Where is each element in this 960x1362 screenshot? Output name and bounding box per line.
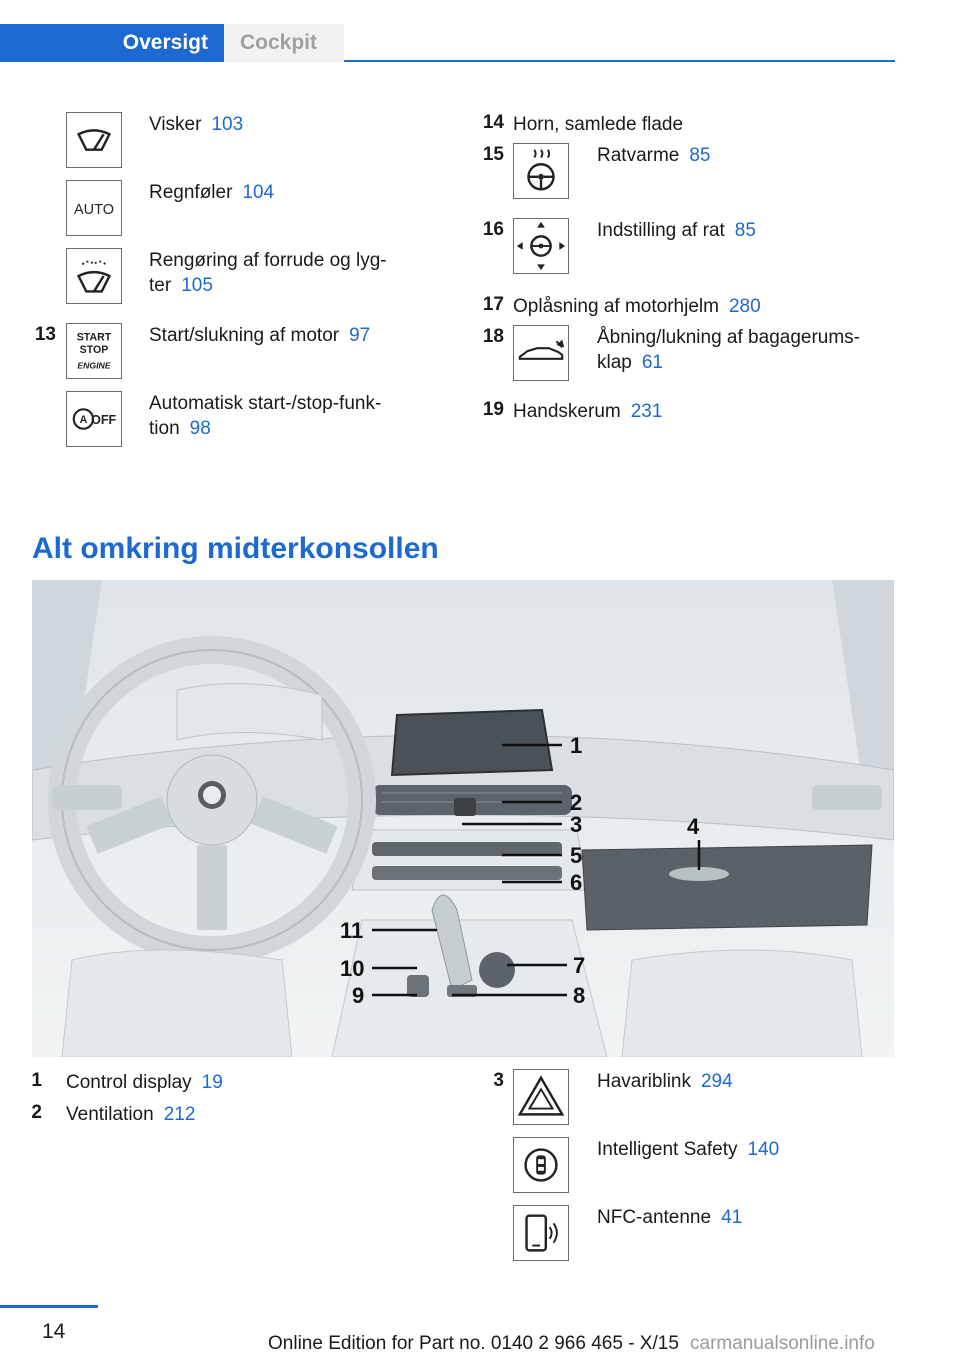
item-label-line1: Automatisk start-/stop-funk-	[149, 393, 382, 414]
list-item	[149, 391, 381, 441]
tab-oversigt[interactable]: Oversigt	[0, 24, 224, 62]
page-link[interactable]: 280	[728, 296, 761, 317]
callout-1: 1	[570, 733, 583, 758]
list-item	[597, 1205, 742, 1230]
page-link[interactable]: 85	[734, 220, 756, 241]
cockpit-illustration	[32, 580, 894, 1057]
item-number: 19	[482, 399, 504, 420]
page-link[interactable]: 140	[747, 1139, 780, 1160]
tailgate-icon	[513, 325, 569, 381]
list-item	[149, 180, 274, 205]
intelligent-safety-icon	[513, 1137, 569, 1193]
page-link[interactable]: 41	[721, 1207, 743, 1228]
item-number: 18	[482, 326, 504, 347]
item-label: Havariblink	[597, 1071, 691, 1092]
section-title: Alt omkring midterkonsollen	[32, 532, 439, 565]
item-number: 17	[482, 294, 504, 315]
item-number: 1	[31, 1070, 42, 1091]
item-label: Indstilling af rat	[597, 220, 725, 241]
svg-text:OFF: OFF	[91, 412, 117, 427]
item-number: 2	[31, 1102, 42, 1123]
list-item	[149, 112, 243, 137]
callout-6: 6	[570, 870, 583, 895]
page-link[interactable]: 294	[700, 1071, 733, 1092]
auto-start-stop-off-icon	[66, 391, 122, 447]
page-link[interactable]: 98	[189, 418, 211, 439]
list-item	[66, 1070, 223, 1095]
page-link[interactable]: 19	[201, 1072, 223, 1093]
wiper-icon	[66, 112, 122, 168]
page-number: 14	[42, 1320, 66, 1343]
list-item	[597, 325, 860, 375]
page-link[interactable]: 104	[242, 182, 275, 203]
item-label: Handskerum	[513, 401, 621, 422]
svg-text:A: A	[79, 413, 88, 426]
item-label: Ratvarme	[597, 145, 680, 166]
steering-heat-icon	[513, 143, 569, 199]
callout-11: 11	[340, 918, 364, 943]
item-label-line2: ter	[149, 275, 172, 296]
item-label: Horn, samlede flade	[513, 114, 684, 135]
page-link[interactable]: 231	[630, 401, 663, 422]
svg-text:ENGINE: ENGINE	[77, 360, 111, 371]
item-label: Control display	[66, 1072, 192, 1093]
item-number: 3	[493, 1070, 504, 1091]
washer-icon	[66, 248, 122, 304]
item-number: 14	[482, 112, 504, 133]
watermark: carmanualsonline.info	[690, 1333, 875, 1354]
steering-adjust-icon	[513, 218, 569, 274]
page-link[interactable]: 212	[163, 1104, 196, 1125]
list-item	[597, 1069, 733, 1094]
callout-3: 3	[570, 812, 583, 837]
svg-text:START: START	[76, 331, 112, 344]
page-link[interactable]: 85	[689, 145, 711, 166]
list-item	[597, 143, 711, 168]
list-item	[149, 323, 370, 348]
item-number: 15	[482, 144, 504, 165]
hazard-icon	[513, 1069, 569, 1125]
item-label: Visker	[149, 114, 202, 135]
item-label: Regnføler	[149, 182, 233, 203]
item-label: Ventilation	[66, 1104, 154, 1125]
callout-2: 2	[570, 790, 583, 815]
callout-5: 5	[570, 843, 583, 868]
item-label: NFC-antenne	[597, 1207, 712, 1228]
item-label-line2: klap	[597, 352, 632, 373]
list-item	[66, 1102, 195, 1127]
edition-text: Online Edition for Part no. 0140 2 966 465 - X/15	[268, 1333, 679, 1354]
item-label-line2: tion	[149, 418, 180, 439]
page-link[interactable]: 105	[181, 275, 213, 296]
nfc-icon	[513, 1205, 569, 1261]
tab-cockpit[interactable]: Cockpit	[224, 24, 344, 62]
item-label: Start/slukning af motor	[149, 325, 340, 346]
callout-7: 7	[573, 953, 586, 978]
list-item	[597, 1137, 779, 1162]
list-item	[513, 399, 662, 424]
item-number: 16	[482, 219, 504, 240]
header-bar	[0, 0, 895, 62]
auto-icon-text: AUTO	[74, 201, 114, 218]
list-item	[597, 218, 756, 243]
page-link[interactable]: 97	[349, 325, 371, 346]
svg-text:STOP: STOP	[79, 343, 109, 356]
callout-10: 10	[340, 956, 365, 981]
page-link[interactable]: 103	[211, 114, 244, 135]
item-label: Intelligent Safety	[597, 1139, 738, 1160]
item-label: Oplåsning af motorhjelm	[513, 296, 719, 317]
list-item	[149, 248, 387, 298]
callout-4: 4	[687, 814, 700, 839]
item-label-line1: Åbning/lukning af bagagerums-	[597, 327, 861, 348]
list-item	[513, 294, 761, 319]
item-number: 13	[34, 324, 56, 345]
auto-icon	[66, 180, 122, 236]
callout-9: 9	[352, 983, 365, 1008]
footer-divider	[0, 1305, 98, 1308]
callout-8: 8	[573, 983, 586, 1008]
page-link[interactable]: 61	[641, 352, 663, 373]
item-label-line1: Rengøring af forrude og lyg-	[149, 250, 387, 271]
start-stop-icon	[66, 323, 122, 379]
